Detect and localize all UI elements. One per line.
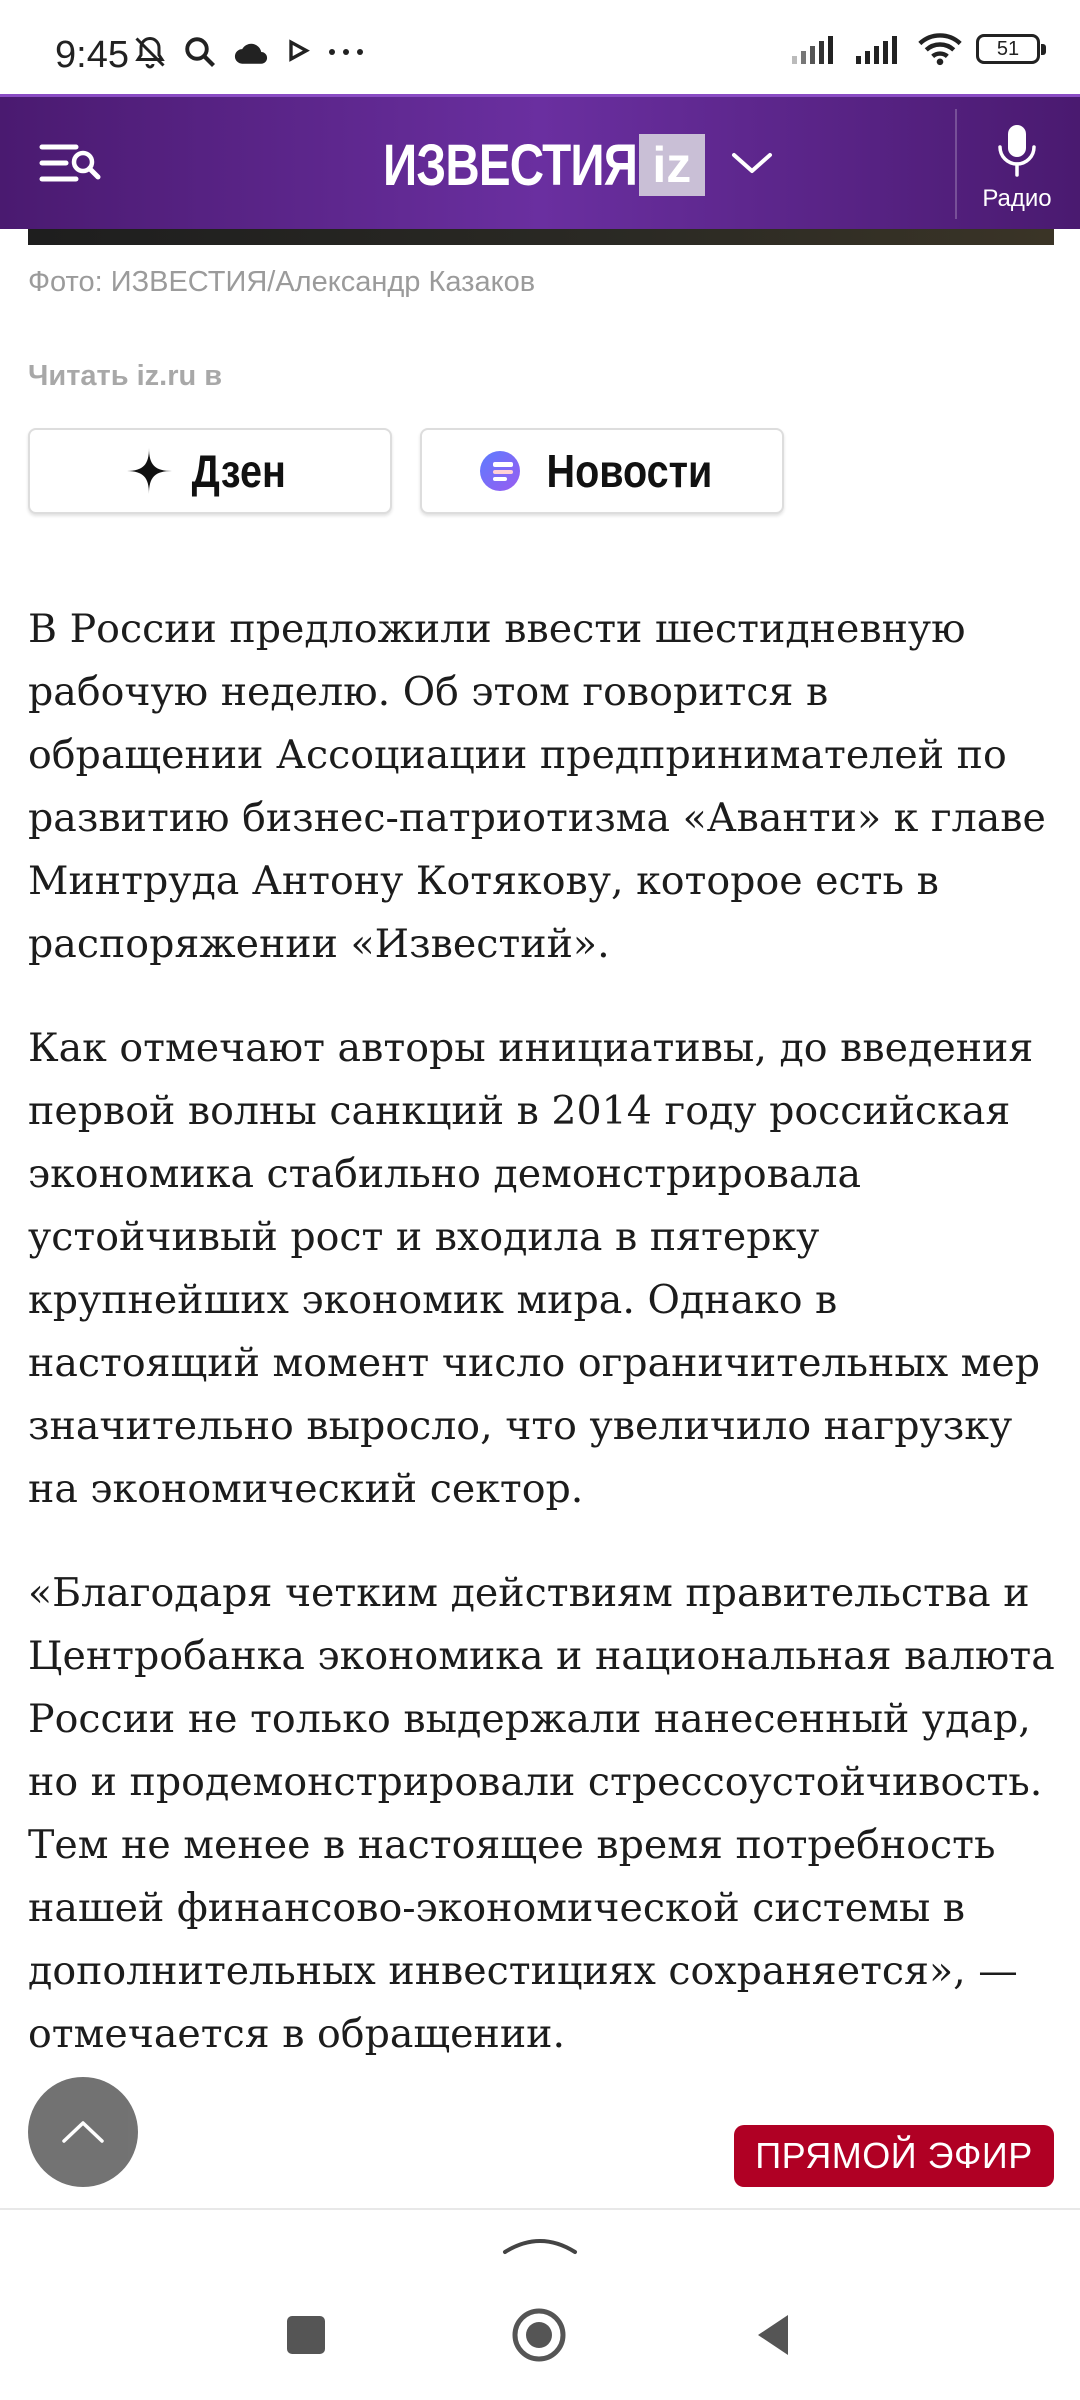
article-photo <box>28 229 1054 245</box>
article-body <box>28 598 1058 2107</box>
photo-credit: Фото: ИЗВЕСТИЯ/Александр Казаков <box>28 266 536 298</box>
sheet-handle-icon[interactable] <box>502 2228 578 2258</box>
play-icon <box>284 38 312 66</box>
dzen-button[interactable] <box>28 428 392 514</box>
recent-apps-button[interactable] <box>287 2316 325 2354</box>
chevron-down-icon <box>728 139 776 187</box>
menu-search-icon <box>36 137 106 193</box>
dzen-label: Дзен <box>191 445 287 497</box>
logo-badge: iz <box>639 134 705 196</box>
news-button[interactable] <box>420 428 784 514</box>
home-button[interactable] <box>509 2305 569 2365</box>
status-bar <box>0 0 1080 94</box>
more-icon <box>326 46 366 58</box>
header-divider <box>955 109 957 219</box>
article-paragraph: Как отмечают авторы инициативы, до введения первой волны санкций в 2014 году российская экономика стабильно демонстрировала устойчивый рост и входила в пятерку крупнейших экономик мира. Однако в настоящий момент число ограничительных мер значительно выросло, что увеличило нагрузку на экономический сектор. <box>28 1025 1041 1512</box>
back-button[interactable] <box>752 2311 792 2359</box>
status-icons-right <box>790 32 1040 66</box>
status-time: 9:45 <box>55 34 129 76</box>
dzen-star-icon <box>126 448 172 494</box>
scroll-to-top-button[interactable] <box>28 2077 138 2187</box>
live-broadcast-button[interactable]: ПРЯМОЙ ЭФИР <box>734 2125 1054 2187</box>
read-in-label: Читать iz.ru в <box>28 360 223 392</box>
news-label: Новости <box>546 445 712 497</box>
signal-icon <box>790 34 840 64</box>
logo-text: ИЗВЕСТИЯ <box>383 132 638 198</box>
radio-button[interactable] <box>962 123 1072 213</box>
izvestia-logo[interactable] <box>383 127 705 203</box>
bottom-sheet[interactable] <box>0 2208 1080 2290</box>
sections-dropdown-button[interactable] <box>728 139 776 187</box>
wifi-icon <box>918 32 962 66</box>
microphone-icon <box>995 123 1039 179</box>
mute-icon <box>132 34 168 70</box>
search-icon <box>182 34 218 70</box>
article-paragraph: «Благодаря четким действиям правительства и Центробанка экономика и национальная валюта России не только выдержали нанесенный удар, но и продемонстрировали стрессоустойчивость. Тем не менее в настоящее время потребность нашей финансово-экономической системы в дополнительных инвестициях сохраняется», — отмечается в обращении. <box>28 1570 1055 2057</box>
chevron-up-icon <box>60 2117 106 2147</box>
yandex-news-icon <box>479 450 521 492</box>
app-header <box>0 94 1080 229</box>
battery-icon: 51 <box>976 34 1040 64</box>
signal-icon <box>854 34 904 64</box>
cloud-icon <box>232 37 270 67</box>
radio-label: Радио <box>982 185 1052 212</box>
article-paragraph: В России предложили ввести шестидневную рабочую неделю. Об этом говорится в обращении Ассоциации предпринимателей по развитию бизнес-патриотизма «Аванти» к главе Минтруда Антону Котякову, которое есть в распоряжении «Известий». <box>28 606 1046 967</box>
menu-search-button[interactable] <box>36 137 106 193</box>
status-icons-left <box>132 34 366 70</box>
